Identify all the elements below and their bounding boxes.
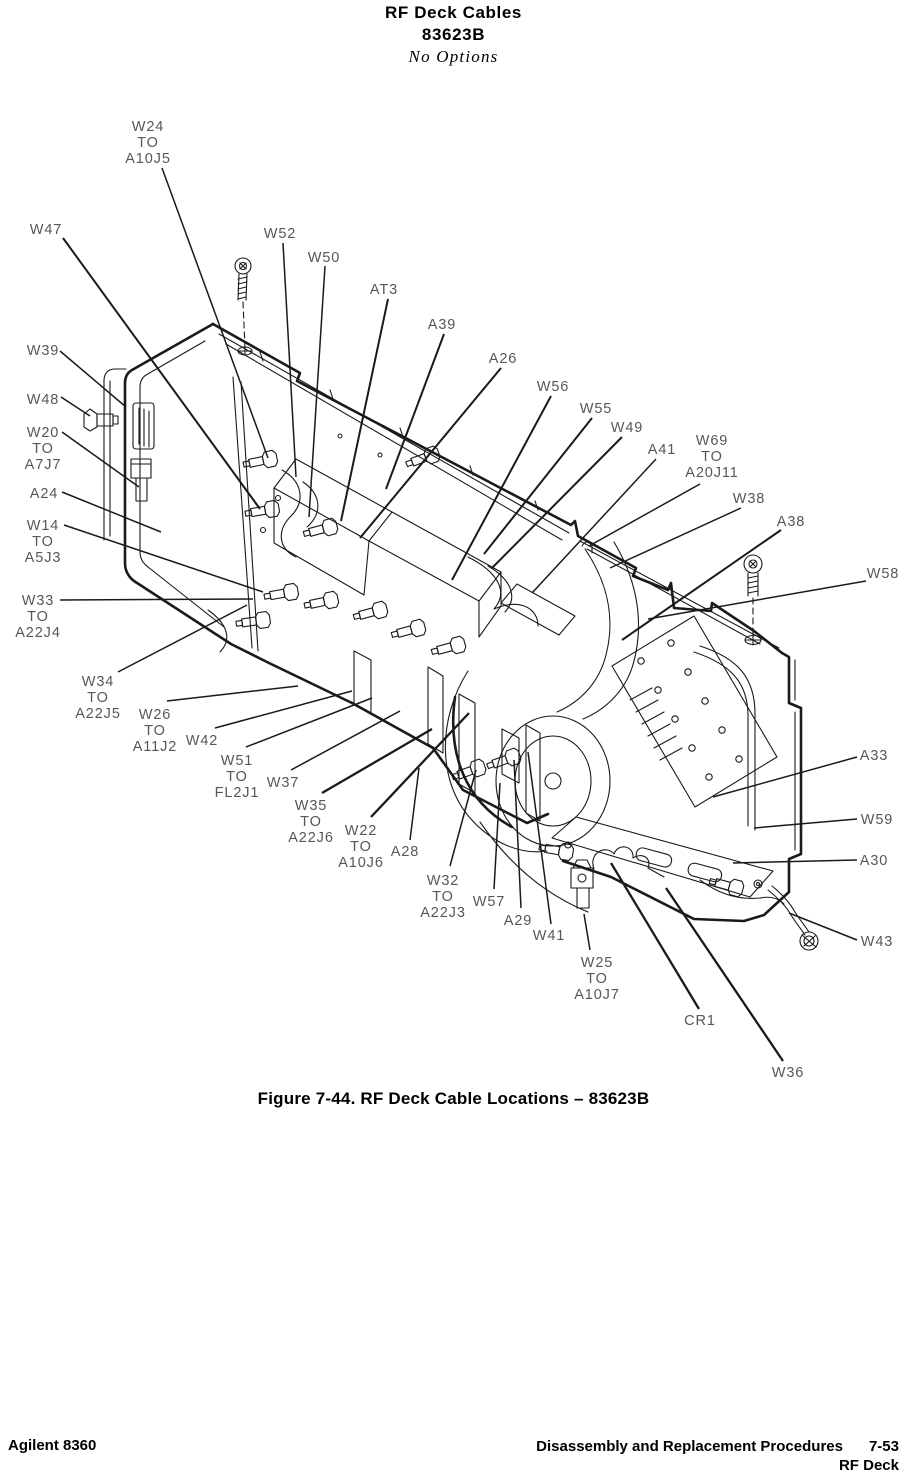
callout-line: A11J2 bbox=[132, 739, 178, 755]
callout-W57 bbox=[473, 894, 506, 910]
callout-W55 bbox=[580, 401, 613, 417]
callout-line: A39 bbox=[427, 317, 457, 333]
callout-line: TO bbox=[226, 769, 248, 785]
callout-W41 bbox=[533, 928, 566, 944]
callout-A28 bbox=[391, 844, 420, 860]
callout-W56 bbox=[537, 379, 570, 395]
callout-W22 bbox=[338, 823, 384, 871]
callout-W35 bbox=[288, 798, 334, 846]
callout-line: CR1 bbox=[684, 1013, 716, 1029]
callout-line: A10J5 bbox=[125, 151, 171, 167]
callout-W43 bbox=[861, 934, 894, 950]
callout-CR1 bbox=[684, 1013, 716, 1029]
callout-line: W49 bbox=[610, 420, 644, 436]
callout-line: W25 bbox=[580, 955, 614, 971]
footer-chapter: Disassembly and Replacement Procedures bbox=[536, 1438, 843, 1455]
callout-A29 bbox=[504, 913, 533, 929]
callout-W36 bbox=[772, 1065, 805, 1081]
callout-W51 bbox=[215, 753, 260, 801]
callout-line: A10J6 bbox=[338, 855, 384, 871]
callout-A30 bbox=[860, 853, 889, 869]
callout-W20 bbox=[25, 425, 62, 473]
callout-line: W57 bbox=[472, 894, 506, 910]
callout-line: W59 bbox=[860, 812, 894, 828]
callout-W34 bbox=[75, 674, 121, 722]
callout-line: A24 bbox=[29, 486, 59, 502]
callout-A39 bbox=[428, 317, 457, 333]
callout-line: W36 bbox=[771, 1065, 805, 1081]
callout-line: W14 bbox=[26, 518, 60, 534]
footer-page-number: 7-53 bbox=[868, 1438, 899, 1455]
callout-line: FL2J1 bbox=[214, 785, 260, 801]
callout-line: W47 bbox=[29, 222, 63, 238]
callout-line: A5J3 bbox=[24, 550, 62, 566]
callout-line: W52 bbox=[263, 226, 297, 242]
callout-W69 bbox=[685, 433, 739, 481]
callout-W49 bbox=[611, 420, 644, 436]
callout-line: A33 bbox=[859, 748, 889, 764]
callout-AT3 bbox=[370, 282, 398, 298]
callout-A41 bbox=[648, 442, 677, 458]
callout-line: W41 bbox=[532, 928, 566, 944]
callout-line: A22J4 bbox=[15, 625, 61, 641]
callout-W39 bbox=[27, 343, 60, 359]
callout-W14 bbox=[25, 518, 62, 566]
callout-W38 bbox=[733, 491, 766, 507]
callout-line: W51 bbox=[220, 753, 254, 769]
callout-line: A22J3 bbox=[420, 905, 466, 921]
callout-line: W42 bbox=[185, 733, 219, 749]
callout-W50 bbox=[308, 250, 341, 266]
callout-line: W69 bbox=[695, 433, 729, 449]
callout-W42 bbox=[186, 733, 219, 749]
callout-line: W35 bbox=[294, 798, 328, 814]
callout-line: W56 bbox=[536, 379, 570, 395]
callout-A24 bbox=[30, 486, 59, 502]
callout-W33 bbox=[15, 593, 61, 641]
callout-line: A22J5 bbox=[75, 706, 121, 722]
callout-line: W43 bbox=[860, 934, 894, 950]
callout-line: TO bbox=[432, 889, 454, 905]
callout-line: TO bbox=[32, 441, 54, 457]
callout-line: W58 bbox=[866, 566, 900, 582]
callout-line: TO bbox=[144, 723, 166, 739]
footer-product: Agilent 8360 bbox=[8, 1437, 97, 1454]
callout-line: AT3 bbox=[369, 282, 399, 298]
figure-caption: Figure 7-44. RF Deck Cable Locations – 83623B bbox=[257, 1089, 650, 1108]
callout-line: A30 bbox=[859, 853, 889, 869]
callout-line: TO bbox=[27, 609, 49, 625]
callout-line: TO bbox=[300, 814, 322, 830]
callout-W32 bbox=[420, 873, 466, 921]
callout-W37 bbox=[267, 775, 300, 791]
callout-A33 bbox=[860, 748, 889, 764]
callout-line: A38 bbox=[776, 514, 806, 530]
callout-W24 bbox=[125, 119, 171, 167]
callout-line: TO bbox=[701, 449, 723, 465]
callout-line: A20J11 bbox=[685, 465, 739, 481]
callout-line: W50 bbox=[307, 250, 341, 266]
callout-W26 bbox=[133, 707, 178, 755]
callout-A38 bbox=[777, 514, 806, 530]
callout-line: TO bbox=[586, 971, 608, 987]
callout-line: W37 bbox=[266, 775, 300, 791]
callout-line: A29 bbox=[503, 913, 533, 929]
callout-line: TO bbox=[350, 839, 372, 855]
callout-line: W33 bbox=[21, 593, 55, 609]
callout-line: W20 bbox=[26, 425, 60, 441]
callout-W47 bbox=[30, 222, 63, 238]
footer-line1 bbox=[536, 1437, 899, 1456]
header-title: RF Deck Cables bbox=[385, 3, 522, 22]
header-model: 83623B bbox=[421, 25, 486, 44]
callout-line: A7J7 bbox=[24, 457, 62, 473]
callout-line: W48 bbox=[26, 392, 60, 408]
callout-W25 bbox=[574, 955, 620, 1003]
callout-line: TO bbox=[87, 690, 109, 706]
callout-line: W32 bbox=[426, 873, 460, 889]
callout-W58 bbox=[867, 566, 900, 582]
callout-line: A41 bbox=[647, 442, 677, 458]
callout-line: W39 bbox=[26, 343, 60, 359]
callout-line: TO bbox=[32, 534, 54, 550]
callout-line: A28 bbox=[390, 844, 420, 860]
footer-section: RF Deck bbox=[838, 1457, 899, 1474]
callout-line: TO bbox=[137, 135, 159, 151]
callout-line: A10J7 bbox=[574, 987, 620, 1003]
callout-line: W24 bbox=[131, 119, 165, 135]
callout-line: A26 bbox=[488, 351, 518, 367]
callout-line: W26 bbox=[138, 707, 172, 723]
footer-right bbox=[536, 1437, 899, 1475]
header-options: No Options bbox=[408, 47, 499, 66]
callout-W52 bbox=[264, 226, 297, 242]
callout-W48 bbox=[27, 392, 60, 408]
callout-line: W55 bbox=[579, 401, 613, 417]
callout-line: W22 bbox=[344, 823, 378, 839]
callout-line: W38 bbox=[732, 491, 766, 507]
callout-A26 bbox=[489, 351, 518, 367]
callout-line: A22J6 bbox=[288, 830, 334, 846]
callout-line: W34 bbox=[81, 674, 115, 690]
callout-W59 bbox=[861, 812, 894, 828]
